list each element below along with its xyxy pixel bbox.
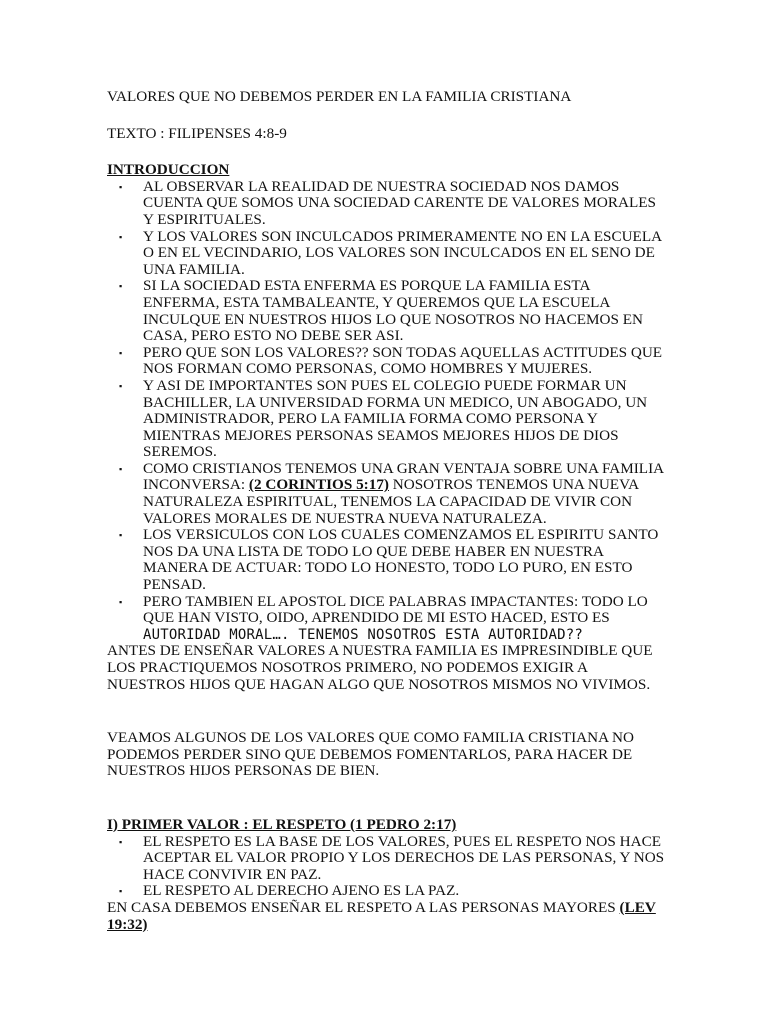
bullet-icon: ▪ (119, 596, 123, 607)
bullet-icon: ▪ (119, 886, 123, 897)
list-item-text: EL RESPETO AL DERECHO AJENO ES LA PAZ. (143, 882, 460, 900)
bible-reference: (2 CORINTIOS 5:17) (248, 476, 389, 494)
list-item (107, 378, 667, 461)
list-item-text: AL OBSERVAR LA REALIDAD DE NUESTRA SOCIEDAD NOS DAMOS CUENTA QUE SOMOS UNA SOCIEDAD CARENTE DE VALORES MORALES Y ESPIRITUALES. (143, 177, 656, 228)
bullet-icon: ▪ (119, 231, 123, 242)
list-item (107, 278, 667, 344)
document-body (107, 89, 667, 933)
closing-text: EN CASA DEBEMOS ENSEÑAR EL RESPETO A LAS PERSONAS MAYORES (107, 898, 620, 916)
list-item (107, 527, 667, 593)
list-item-text: LOS VERSICULOS CON LOS CUALES COMENZAMOS EL ESPIRITU SANTO NOS DA UNA LISTA DE TODO LO QUE DEBE HABER EN NUESTRA MANERA DE ACTUAR: TODO LO HONESTO, TODO LO PURO, EN ESTO PENSAD. (143, 526, 659, 594)
paragraph-values-intro: VEAMOS ALGUNOS DE LOS VALORES QUE COMO FAMILIA CRISTIANA NO PODEMOS PERDER SINO QUE DEBEMOS FOMENTARLOS, PARA HACER DE NUESTROS HIJOS PERSONAS DE BIEN. (107, 729, 634, 780)
scripture-reference: TEXTO : FILIPENSES 4:8-9 (107, 124, 287, 142)
paragraph-closing (107, 900, 667, 933)
document-title: VALORES QUE NO DEBEMOS PERDER EN LA FAMILIA CRISTIANA (107, 88, 572, 105)
list-item (107, 345, 667, 378)
list-item-text: PERO QUE SON LOS VALORES?? SON TODAS AQUELLAS ACTITUDES QUE NOS FORMAN COMO PERSONAS, COMO HOMBRES Y MUJERES. (143, 343, 663, 378)
bullet-icon: ▪ (119, 347, 123, 358)
list-item (107, 834, 667, 884)
list-item-text-start: COMO CRISTIANOS TENEMOS UNA GRAN VENTAJA SOBRE UNA FAMILIA INCONVERSA: (143, 459, 664, 494)
list-item-text-start: PERO TAMBIEN EL APOSTOL DICE PALABRAS IMPACTANTES: TODO LO QUE HAN VISTO, OIDO, APRENDIDO DE MI ESTO HACED, ESTO ES (143, 592, 648, 627)
list-item-text-end: NOSOTROS TENEMOS UNA NUEVA NATURALEZA ESPIRITUAL, TENEMOS LA CAPACIDAD DE VIVIR CON VALORES MORALES DE NUESTRA NUEVA NATURALEZA. (143, 476, 639, 527)
moral-authority-text: AUTORIDAD MORAL…. TENEMOS NOSOTROS ESTA AUTORIDAD?? (143, 626, 584, 643)
list-item-text: EL RESPETO ES LA BASE DE LOS VALORES, PUES EL RESPETO NOS HACE ACEPTAR EL VALOR PROPIO Y LOS DERECHOS DE LAS PERSONAS, Y NOS HACE CONVIVIR EN PAZ. (143, 832, 665, 883)
list-item-text: Y LOS VALORES SON INCULCADOS PRIMERAMENTE NO EN LA ESCUELA O EN EL VECINDARIO, LOS VALORES SON INCULCADOS EN EL SENO DE UNA FAMILIA. (143, 227, 662, 278)
first-value-heading: I) PRIMER VALOR : EL RESPETO (1 PEDRO 2:17) (107, 815, 457, 833)
paragraph-practice: ANTES DE ENSEÑAR VALORES A NUESTRA FAMILIA ES IMPRESINDIBLE QUE LOS PRACTIQUEMOS NOSOTROS PRIMERO, NO PODEMOS EXIGIR A NUESTROS HIJOS QUE HAGAN ALGO QUE NOSOTROS MISMOS NO VIVIMOS. (107, 642, 653, 693)
introduction-heading: INTRODUCCION (107, 161, 230, 179)
bullet-icon: ▪ (119, 836, 123, 847)
introduction-list (107, 179, 667, 644)
bullet-icon: ▪ (119, 380, 123, 391)
first-value-list (107, 834, 667, 900)
bullet-icon: ▪ (119, 463, 123, 474)
list-item (107, 594, 667, 644)
list-item (107, 461, 667, 527)
bullet-icon: ▪ (119, 530, 123, 541)
list-item-text: Y ASI DE IMPORTANTES SON PUES EL COLEGIO PUEDE FORMAR UN BACHILLER, LA UNIVERSIDAD FORMA UN MEDICO, UN ABOGADO, UN ADMINISTRADOR, PERO LA FAMILIA FORMA COMO PERSONA Y MIENTRAS MEJORES PERSONAS SEAMOS MEJORES HIJOS DE DIOS SEREMOS. (143, 376, 648, 461)
bullet-icon: ▪ (119, 281, 123, 292)
bible-reference: (LEV 19:32) (107, 898, 656, 933)
list-item (107, 229, 667, 279)
list-item (107, 179, 667, 229)
bullet-icon: ▪ (119, 181, 123, 192)
list-item (107, 883, 667, 900)
list-item-text: SI LA SOCIEDAD ESTA ENFERMA ES PORQUE LA FAMILIA ESTA ENFERMA, ESTA TAMBALEANTE, Y QUEREMOS QUE LA ESCUELA INCULQUE EN NUESTROS HIJOS LO QUE NOSOTROS NO HACEMOS EN CASA, PERO ESTO NO DEBE SER ASI. (143, 277, 643, 345)
